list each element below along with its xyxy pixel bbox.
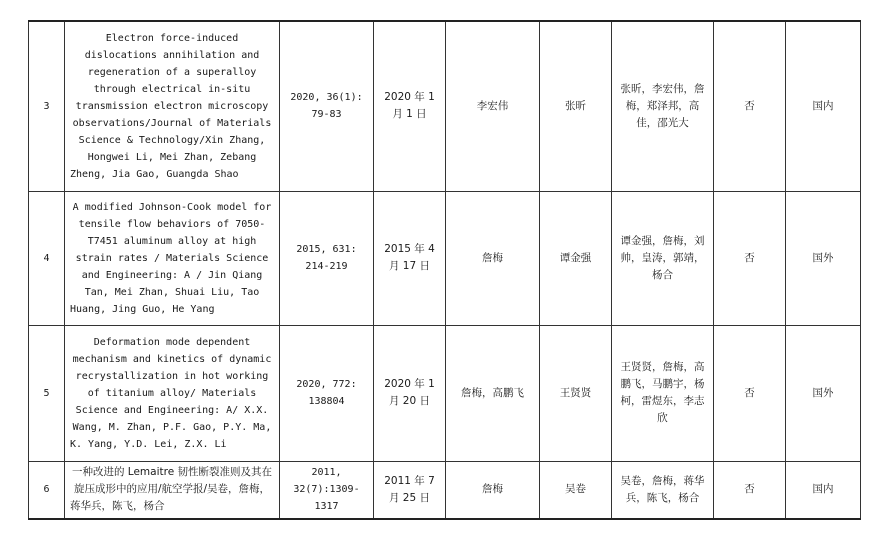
paper-citation: A modified Johnson-Cook model for tensile flow behaviors of 7050-T7451 aluminum alloy at high strain rates / Materials Science and Engineering: A / Jin Qiang Tan, Mei Zhan, Shuai Liu, Tao Huang, Jing Guo, He Yang (65, 191, 280, 325)
first-author: 张昕 (540, 21, 612, 191)
scope-cell: 国内 (786, 21, 861, 191)
table-row (29, 191, 861, 325)
row-number: 5 (29, 325, 65, 461)
table-row (29, 325, 861, 461)
publications-table (28, 20, 861, 520)
corresponding-author: 李宏伟 (446, 21, 540, 191)
publish-date: 2020 年 1 月 1 日 (374, 21, 446, 191)
all-authors: 吴卷，詹梅，蒋华兵，陈飞，杨合 (612, 461, 714, 519)
row-number: 3 (29, 21, 65, 191)
volume-pages: 2011, 32(7):1309-1317 (280, 461, 374, 519)
corresponding-author: 詹梅，高鹏飞 (446, 325, 540, 461)
publish-date: 2020 年 1 月 20 日 (374, 325, 446, 461)
volume-pages: 2020, 772: 138804 (280, 325, 374, 461)
all-authors: 谭金强，詹梅，刘帅，皇涛，郭靖，杨合 (612, 191, 714, 325)
table-row (29, 21, 861, 191)
scope-cell: 国外 (786, 325, 861, 461)
corresponding-author: 詹梅 (446, 461, 540, 519)
flag-cell: 否 (714, 191, 786, 325)
publish-date: 2011 年 7 月 25 日 (374, 461, 446, 519)
table-row (29, 461, 861, 519)
scope-cell: 国内 (786, 461, 861, 519)
row-number: 4 (29, 191, 65, 325)
flag-cell: 否 (714, 325, 786, 461)
publish-date: 2015 年 4 月 17 日 (374, 191, 446, 325)
first-author: 王贤贤 (540, 325, 612, 461)
volume-pages: 2015, 631: 214-219 (280, 191, 374, 325)
first-author: 吴卷 (540, 461, 612, 519)
flag-cell: 否 (714, 21, 786, 191)
paper-citation: 一种改进的 Lemaitre 韧性断裂准则及其在旋压成形中的应用/航空学报/吴卷，詹梅，蒋华兵，陈飞，杨合 (65, 461, 280, 519)
paper-citation: Deformation mode dependent mechanism and kinetics of dynamic recrystallization in hot working of titanium alloy/ Materials Science and Engineering: A/ X.X. Wang, M. Zhan, P.F. Gao, P.Y. Ma, K. Yang, Y.D. Lei, Z.X. Li (65, 325, 280, 461)
corresponding-author: 詹梅 (446, 191, 540, 325)
flag-cell: 否 (714, 461, 786, 519)
paper-citation: Electron force-induced dislocations annihilation and regeneration of a superalloy through electrical in-situ transmission electron microscopy observations/Journal of Materials Science & Technology/Xin Zhang, Hongwei Li, Mei Zhan, Zebang Zheng, Jia Gao, Guangda Shao (65, 21, 280, 191)
row-number: 6 (29, 461, 65, 519)
scope-cell: 国外 (786, 191, 861, 325)
all-authors: 张昕，李宏伟，詹梅，郑泽邦，高佳，邵光大 (612, 21, 714, 191)
volume-pages: 2020, 36(1): 79-83 (280, 21, 374, 191)
first-author: 谭金强 (540, 191, 612, 325)
all-authors: 王贤贤，詹梅，高鹏飞，马鹏宇，杨柯，雷煜东，李志欣 (612, 325, 714, 461)
